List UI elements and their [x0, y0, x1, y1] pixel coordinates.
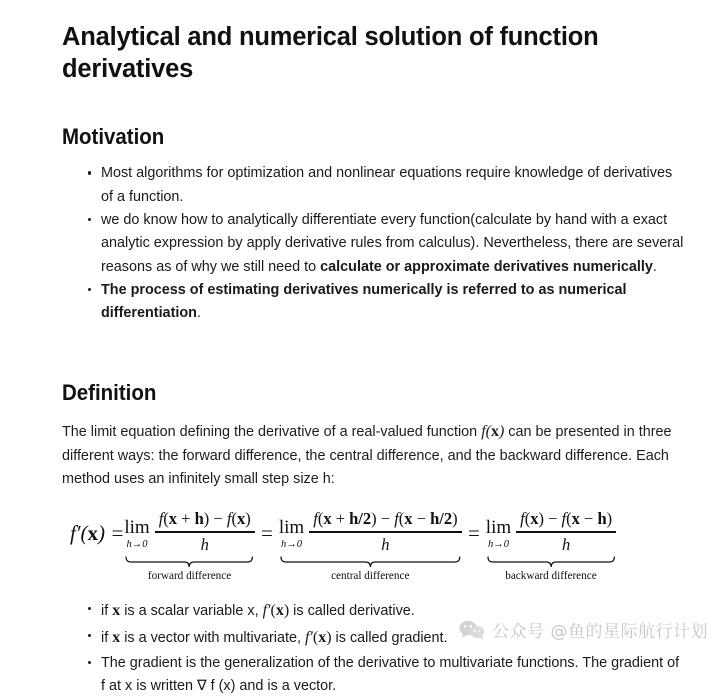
- page-title: Analytical and numerical solution of function derivatives: [62, 23, 599, 83]
- formula-term: [486, 507, 616, 581]
- list-item: [88, 162, 684, 209]
- fraction: [516, 507, 616, 554]
- inline-math-f-prime-of-x: f′(x): [304, 628, 332, 646]
- formula-term: [124, 507, 254, 581]
- bullet-text: Most algorithms for optimization and nonlinear equations require knowledge of derivatives of a function.: [101, 165, 673, 205]
- bullet-text: is a vector with multivariate,: [120, 629, 305, 646]
- definition-bullet-list: [62, 598, 684, 698]
- fraction-numerator: f(x + h) − f(x): [158, 509, 251, 529]
- definition-paragraph-after: can be presented in three different ways: the forward difference, the central difference, and the backward difference. Each method uses an infinitely small step size h:: [62, 423, 672, 488]
- bullet-text: if: [101, 629, 113, 646]
- underbrace: [279, 556, 462, 582]
- bullet-text: is called derivative.: [289, 602, 415, 619]
- fraction-numerator: f(x + h/2) − f(x − h/2): [313, 509, 458, 529]
- limit-operator: lim h→0: [278, 516, 305, 550]
- section-heading-definition: Definition: [62, 379, 157, 405]
- underbrace-label: central difference: [331, 569, 410, 582]
- inline-math-vector-x: x: [112, 601, 121, 619]
- watermark-text: 公众号 @鱼的星际航行计划: [492, 622, 708, 642]
- fraction-denominator: h: [200, 534, 209, 554]
- underbrace: [486, 556, 616, 582]
- fraction: [155, 507, 255, 554]
- underbrace-label: backward difference: [505, 569, 597, 582]
- bullet-text: is a scalar variable x,: [120, 602, 263, 619]
- derivative-formula: [70, 507, 684, 581]
- bullet-text: if: [101, 602, 113, 619]
- bullet-text: we do know how to analytically differentiate every function(calculate by hand with a exact analytic expression by apply derivative rules from calculus). Nevertheless, there are several reasons as of why we still need to: [101, 212, 684, 275]
- definition-paragraph-before: The limit equation defining the derivative of a real-valued function: [62, 423, 482, 440]
- motivation-bullet-list: [62, 162, 684, 325]
- formula-term: [279, 507, 462, 581]
- bullet-text: .: [652, 258, 657, 275]
- fraction: [309, 507, 461, 554]
- underbrace: [124, 556, 254, 582]
- fraction-denominator: h: [381, 534, 390, 554]
- list-item: [88, 598, 684, 624]
- list-item: [88, 625, 684, 651]
- formula-equals-sign: =: [259, 521, 274, 546]
- bullet-text: is called gradient.: [331, 629, 448, 646]
- list-item: [88, 279, 684, 326]
- list-item: [88, 209, 684, 279]
- definition-paragraph: [62, 419, 684, 492]
- limit-operator: lim h→0: [485, 516, 512, 550]
- underbrace-label: forward difference: [147, 569, 232, 582]
- inline-math-f-prime-of-x: f′(x): [262, 601, 290, 619]
- inline-math-vector-x: x: [112, 628, 121, 646]
- bullet-text-emphasis: calculate or approximate derivatives numerically: [320, 258, 653, 275]
- inline-math-f-of-x: f(x): [481, 422, 505, 440]
- bullet-text: .: [196, 305, 201, 322]
- limit-operator: lim h→0: [124, 516, 150, 550]
- list-item: [88, 652, 684, 698]
- formula-left-hand-side: f′(x) =: [70, 521, 125, 546]
- fraction-numerator: f(x) − f(x − h): [520, 509, 613, 529]
- bullet-text-emphasis: The process of estimating derivatives numerically is referred to as numerical differentiation: [101, 282, 627, 322]
- section-heading-motivation: Motivation: [62, 124, 165, 150]
- formula-equals-sign: =: [466, 521, 481, 546]
- fraction-denominator: h: [562, 534, 571, 554]
- bullet-text: The gradient is the generalization of the derivative to multivariate functions. The gradient of f at x is written ∇ f (x) and is a vector.: [101, 654, 680, 694]
